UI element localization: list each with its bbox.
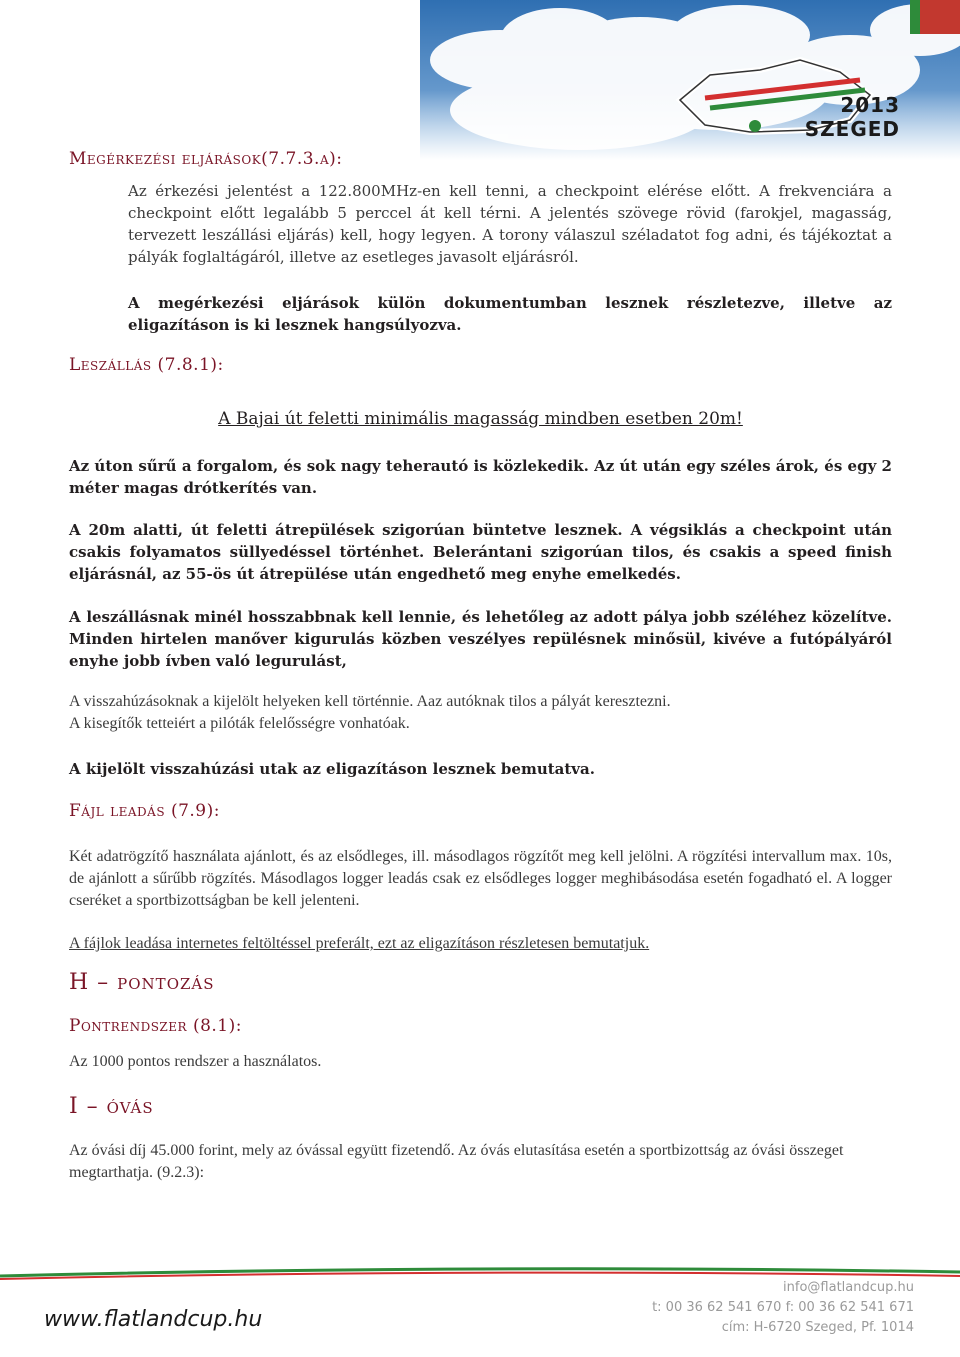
landing-paragraph-3: A leszállásnak minél hosszabbnak kell lennie, és lehetőleg az adott pálya jobb széléhez közelítve. Minden hirtelen manőver kigurulás közben veszélyes repülésnek minősül, kivéve a futópályáról enyhe jobb ívben való legurulást, (69, 608, 892, 670)
file-heading: Fájl leadás (7.9): (69, 801, 220, 821)
footer-phone: t: 00 36 62 541 670 f: 00 36 62 541 671 (652, 1300, 914, 1315)
footer-address: cím: H-6720 Szeged, Pf. 1014 (721, 1320, 914, 1335)
landing-warning (69, 409, 892, 429)
landing-paragraph-1: Az úton sűrű a forgalom, és sok nagy teherautó is közlekedik. Az út után egy széles árok, és egy 2 méter magas drótkerítés van. (69, 457, 892, 497)
landing-paragraph-4-line-1: A visszahúzásoknak a kijelölt helyeken kell történnie. Aaz autóknak tilos a pályát keresztezni. (69, 693, 671, 710)
arrival-paragraph: Az érkezési jelentést a 122.800MHz-en kell tenni, a checkpoint elérése előtt. A frekvenciára a checkpoint előtt legalább 5 perccel át kell térni. A jelentés szövege rövid (farokjel, magasság, tervezett leszállási eljárás) kell, hogy legyen. A torony válaszul széladatot fog adni, és tájékoztat a pályák foglaltágáról, illetve az esetleges javasolt eljárásról. (128, 182, 892, 266)
points-heading: Pontrendszer (8.1): (69, 1016, 242, 1036)
landing-paragraph-2: A 20m alatti, út feletti átrepülések szigorúan büntetve lesznek. A végsiklás a checkpoint után csakis folyamatos süllyedéssel történhet. Belerántani szigorúan tilos, és csakis a speed finish eljárásnál, az 55-ös út átrepülése után engedhető meg enyhe emelkedés. (69, 521, 892, 583)
footer-contact (652, 1278, 914, 1338)
event-year: 2013 (840, 93, 900, 117)
landing-paragraph-4-line-2: A kisegítők tetteiért a pilóták felelősségre vonhatóak. (69, 715, 410, 732)
event-city: SZEGED (804, 117, 900, 141)
landing-heading: Leszállás (7.8.1): (69, 355, 224, 375)
landing-paragraph-5: A kijelölt visszahúzási utak az eligazításon lesznek bemutatva. (69, 760, 595, 778)
file-paragraph-1: Két adatrögzítő használata ajánlott, és az elsődleges, ill. másodlagos rögzítőt meg kell jelölni. A rögzítési intervallum max. 10s, de ajánlott a sűrűbb rögzítés. Másodlagos logger leadás csak ez elsődleges logger meghibásodása esetén fogadható el. A logger cseréket a sportbizottságban be kell jelenteni. (69, 848, 892, 909)
i-heading: I – óvás (69, 1094, 154, 1119)
landing-paragraph-4 (69, 691, 892, 735)
footer-website[interactable]: www.flatlandcup.hu (44, 1307, 263, 1332)
file-paragraph-2 (69, 933, 892, 955)
arrival-heading: Megérkezési eljárások(7.7.3.a): (69, 149, 343, 169)
event-brand (805, 95, 900, 139)
arrival-note: A megérkezési eljárások külön dokumentumban lesznek részletezve, illetve az eligazításon is ki lesznek hangsúlyozva. (128, 294, 892, 334)
landing-warning-text: A Bajai út feletti minimális magasság mindben esetben 20m! (218, 409, 743, 429)
points-paragraph: Az 1000 pontos rendszer a használatos. (69, 1053, 322, 1070)
file-paragraph-2-text: A fájlok leadása internetes feltöltéssel preferált, ezt az eligazításon részletesen bemutatjuk. (69, 935, 650, 952)
protest-paragraph: Az óvási díj 45.000 forint, mely az óvással együtt fizetendő. Az óvás elutasítása esetén a sportbizottság az óvási összeget megtarthatja. (9.2.3): (69, 1142, 844, 1181)
footer-email[interactable]: info@flatlandcup.hu (783, 1280, 914, 1295)
h-heading: H – pontozás (69, 970, 215, 995)
